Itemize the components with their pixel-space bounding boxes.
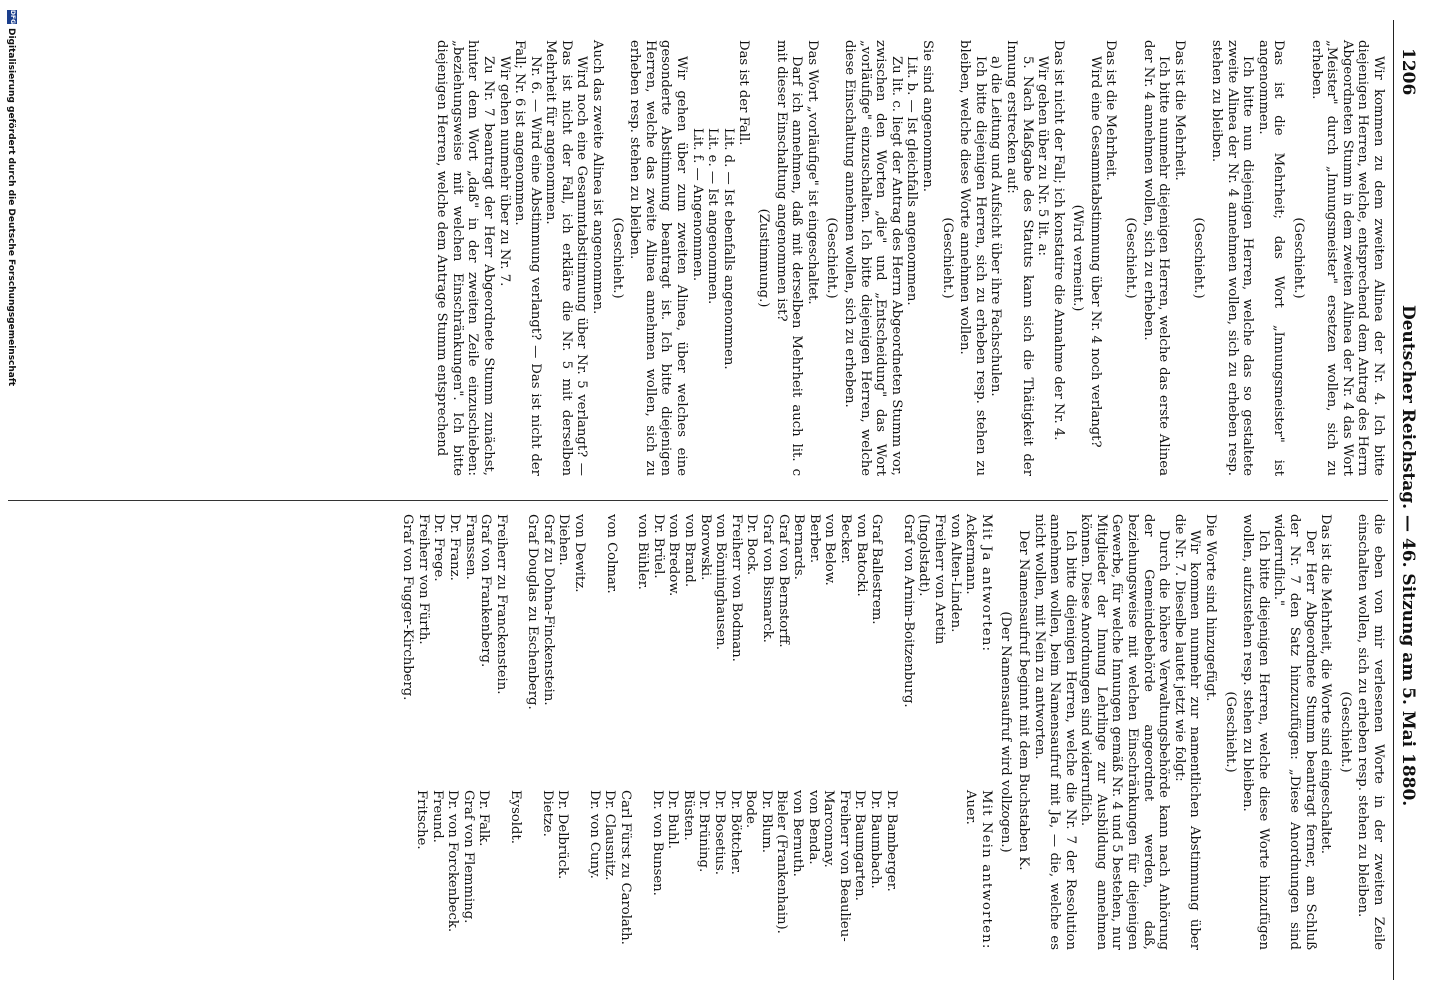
member-name: Dr. Baumbach. bbox=[867, 790, 883, 889]
resolution-text: 5. Nach Maßgabe des Statuts kann sich die Thätigkeit der Innung erstrecken auf: bbox=[1003, 40, 1035, 476]
paragraph: Der Namensaufruf beginnt mit dem Buchstaben K. bbox=[1015, 530, 1031, 871]
member-name: Graf von Frankenberg. bbox=[478, 514, 494, 668]
paragraph: Das ist die Mehrheit, die Worte sind eingeschaltet. bbox=[1318, 514, 1334, 854]
member-name: Graf von Flemming. bbox=[460, 790, 476, 924]
member-name: Freund. bbox=[429, 790, 445, 843]
member-name: Freiherr zu Franckenstein. bbox=[493, 514, 509, 695]
resolution-text: a) die Leitung und Aufsicht über ihre Fachschulen. bbox=[988, 56, 1004, 397]
roll-call-vote bbox=[400, 514, 994, 950]
member-name bbox=[492, 790, 508, 950]
member-name: Carl Fürst zu Carolath. bbox=[618, 790, 634, 945]
dfg-logo-icon: DFG bbox=[9, 10, 16, 25]
member-name: Graf zu Dohna-Finckenstein. bbox=[540, 514, 556, 706]
member-name: Graf von Fugger-Kirchberg. bbox=[400, 514, 416, 701]
paragraph: Das ist die Mehrheit. bbox=[1171, 40, 1187, 181]
member-name: Dr. Bock. bbox=[744, 514, 760, 576]
member-name: Graf von Arnim-Boitzenburg. bbox=[900, 514, 916, 708]
member-name bbox=[884, 514, 900, 722]
lit-item: Lit. f. — Angenommen. bbox=[689, 128, 705, 282]
member-name: von Below. bbox=[822, 514, 838, 586]
paragraph: Ich bitte diejenigen Herren, welche diese Worte hinzufügen wollen, aufzustehen resp. stehen zu bleiben. bbox=[1240, 514, 1271, 950]
paragraph: Das ist der Fall. bbox=[736, 40, 752, 146]
member-name: Graf Douglas zu Eschenberg. bbox=[525, 514, 541, 710]
member-name: Dr. Bamberger. bbox=[883, 790, 899, 892]
member-name: Dr. Delbrück. bbox=[555, 790, 571, 880]
ja-names bbox=[400, 514, 979, 722]
member-name: Dr. Blum. bbox=[758, 790, 774, 853]
stage-direction: (Geschieht.) bbox=[1222, 691, 1238, 773]
paragraph: Das Wort „vorläufige" ist eingeschaltet. bbox=[804, 40, 820, 305]
lit-item: Lit. e. — Ist angenommen. bbox=[705, 128, 721, 305]
nein-list bbox=[400, 742, 994, 950]
member-name bbox=[509, 514, 525, 722]
member-name: Eysoldt. bbox=[508, 790, 524, 844]
member-name: Freiherr von Bodman. bbox=[728, 514, 744, 662]
member-name: Berber. bbox=[806, 514, 822, 564]
paragraph: Das ist nicht der Fall; ich konstatire die Annahme der Nr. 4. bbox=[1050, 40, 1066, 441]
paragraph: Ich bitte nunmehr diejenigen Herren, welche das erste Alinea der Nr. 4 annehmen wollen, sich zu erheben. bbox=[1140, 40, 1172, 476]
member-name: Dr. Böttcher. bbox=[727, 790, 743, 875]
stage-direction: (Geschieht.) bbox=[1291, 217, 1307, 299]
member-name: von Colmar. bbox=[603, 514, 619, 594]
member-name: Dr. Buhl. bbox=[665, 790, 681, 849]
stage-direction: (Geschieht.) bbox=[1191, 217, 1207, 299]
member-name: Franssen. bbox=[462, 514, 478, 580]
nein-names bbox=[414, 790, 979, 950]
member-name: Freiherr von Beaulieu-Marconnay. bbox=[821, 790, 852, 942]
paragraph: Ich bitte diejenigen Herren, sich zu erheben resp. stehen zu bleiben, welche diese Worte annehmen wollen. bbox=[957, 40, 988, 476]
paragraph: Wir kommen zu dem zweiten Alinea der Nr. 4. Ich bitte diejenigen Herren, welche, entsprechend dem Antrag des Herrn Abgeordneten Stumm in dem zweiten Alinea der Nr. 4 das Wort „Meister" durch „Innungsmeister" ersetzen wollen, sich zu erheben. bbox=[1308, 40, 1386, 476]
member-name bbox=[619, 514, 635, 722]
paragraph: Zu lit. c. liegt der Antrag des Herrn Abgeordneten Stumm vor, zwischen den Worten „die" und „Entscheidung" das Wort „vorläufige" einzuschalten. Ich bitte diejenigen Herren, welche diese Einschaltung annehmen wollen, sich zu erheben. bbox=[842, 40, 904, 476]
ja-heading: Mit Ja antworten: bbox=[978, 514, 994, 653]
paragraph: Der Herr Abgeordnete Stumm beantragt ferner, am Schluß der Nr. 7 den Satz hinzuzufügen: „Diese Anordnungen sind widerruflich." bbox=[1271, 514, 1318, 950]
member-name bbox=[570, 790, 586, 950]
digitization-credit: Digitalisierung gefördert durch die Deutsche Forschungsgemeinschaft bbox=[6, 28, 16, 387]
paragraph: die eben von mir verlesenen Worte in der zweiten Zeile einschalten wollen, sich zu erheben resp. stehen zu bleiben. bbox=[1355, 514, 1386, 950]
member-name: Borowski. bbox=[697, 514, 713, 581]
paragraph: Nr. 6. — Wird eine Abstimmung verlangt? — Das ist nicht der Fall; Nr. 6 ist angenommen. bbox=[512, 40, 543, 476]
stage-direction: (Geschieht.) bbox=[609, 217, 625, 299]
member-name: von Batocki. bbox=[853, 514, 869, 597]
column-divider bbox=[8, 500, 1388, 501]
stage-direction: (Geschieht.) bbox=[939, 217, 955, 299]
member-name: Dr. von Bunsen. bbox=[649, 790, 665, 896]
left-column bbox=[434, 40, 1386, 476]
member-name bbox=[587, 514, 603, 722]
paragraph: Zu Nr. 7 beantragt der Herr Abgeordnete Stumm zunächst, hinter dem Wort „daß" in der zweiten Zeile einzuschieben: „beziehungsweise mit welchen Einschränkungen". Ich bitte diejenigen Herren, welche dem Antrage Stumm entsprechend bbox=[434, 40, 496, 476]
member-name: von Bernuth. bbox=[790, 790, 805, 877]
paragraph: Ich bitte diejenigen Herren, welche die Nr. 7 der Resolution annehmen wollen, beim Namensaufruf mit Ja, — die, welche es nicht wollen, mit Nein zu antworten. bbox=[1031, 514, 1078, 950]
member-name: Dr. Clausnitz. bbox=[602, 790, 618, 881]
member-name: Graf von Bismarck. bbox=[760, 514, 776, 643]
member-name bbox=[523, 790, 539, 950]
page-title: Deutscher Reichstag. — 46. Sitzung am 5. Mai 1880. bbox=[1398, 305, 1418, 807]
member-name bbox=[915, 790, 931, 950]
member-name: Dr. Bosetius. bbox=[712, 790, 728, 875]
stage-direction: (Zustimmung.) bbox=[756, 208, 772, 308]
paragraph: Wird eine Gesammtabstimmung über Nr. 4 noch verlangt? bbox=[1087, 56, 1103, 448]
page-number: 1206 bbox=[1398, 48, 1418, 96]
member-name: Graf von Bernstorff. bbox=[775, 514, 791, 648]
stage-direction: (Wird verneint.) bbox=[1070, 204, 1086, 312]
member-name: Dietze. bbox=[539, 790, 555, 837]
member-name: von Bredow. bbox=[666, 514, 682, 597]
member-name: Dr. von Forckenbeck. bbox=[445, 790, 461, 933]
nein-heading: Mit Nein antworten: bbox=[978, 790, 994, 950]
member-name: von Brand. bbox=[682, 514, 698, 588]
stage-direction: (Geschieht.) bbox=[824, 217, 840, 299]
member-name: von Bönninghausen. bbox=[713, 514, 729, 650]
member-name: von Benda. bbox=[805, 790, 821, 865]
paragraph: Auch das zweite Alinea ist angenommen. bbox=[590, 40, 606, 315]
page-header bbox=[1396, 20, 1420, 980]
member-name: Dr. Brüel. bbox=[650, 514, 666, 579]
stage-direction: (Der Namensaufruf wird vollzogen.) bbox=[998, 611, 1014, 853]
stage-direction: (Geschieht.) bbox=[1123, 217, 1139, 299]
paragraph: Das ist die Mehrheit; das Wort „Innungsmeister" ist angenommen. bbox=[1255, 40, 1287, 476]
paragraph: Das ist die Mehrheit. bbox=[1103, 40, 1119, 181]
paragraph: Wir gehen über zum zweiten Alinea, über welches eine gesonderte Abstimmung beantragt ist. Ich bitte diejenigen Herren, welche das zweite Alinea annehmen wollen, sich zu erheben resp. stehen zu bleiben. bbox=[627, 40, 690, 476]
page-footer bbox=[2, 0, 20, 1000]
member-name: Dr. Baumgarten. bbox=[852, 790, 868, 901]
member-name bbox=[931, 790, 947, 950]
member-name: von Alten-Linden. bbox=[947, 514, 963, 633]
member-name: Freiherr von Fürth. bbox=[415, 514, 431, 645]
member-name bbox=[947, 790, 963, 950]
member-name bbox=[899, 790, 915, 950]
member-name: Dr. Frege. bbox=[431, 514, 447, 582]
ja-list bbox=[400, 514, 994, 722]
member-name: Graf Ballestrem. bbox=[869, 514, 885, 625]
resolution-text: Durch die höhere Verwaltungsbehörde kann nach Anhörung der Gemeindebehörde angeordnet werden, daß, beziehungsweise mit welchen Einschränkungen für diejenigen Gewerbe, für welche Innungen gemäß Nr. 4 und 5 bestehen, nur Mitglieder der Innung Lehrlinge zur Ausbildung annehmen können. Diese Anordnungen sind widerruflich. bbox=[1078, 514, 1172, 950]
stage-direction: (Geschieht.) bbox=[1337, 691, 1353, 773]
paragraph: Wir gehen nunmehr über zu Nr. 7. bbox=[496, 56, 512, 287]
member-name: Bernards. bbox=[791, 514, 807, 580]
member-name: Diehen. bbox=[556, 514, 572, 566]
member-name: von Bühler. bbox=[635, 514, 651, 590]
member-name: Bode. bbox=[743, 790, 759, 829]
paragraph: Die Worte sind hinzugefügt. bbox=[1203, 514, 1219, 702]
paragraph: Sie sind angenommen. bbox=[919, 40, 935, 192]
member-name: Ackermann. bbox=[963, 514, 979, 595]
member-name bbox=[633, 790, 649, 950]
member-name: Auer. bbox=[963, 790, 979, 825]
paragraph: Darf ich annehmen, daß mit derselben Mehrheit auch lit. c mit dieser Einschaltung angenommen ist? bbox=[773, 40, 805, 476]
paragraph: Wird noch eine Gesammtabstimmung über Nr. 5 verlangt? — Das ist nicht der Fall, ich erkläre die Nr. 5 mit derselben Mehrheit für angenommen. bbox=[543, 40, 590, 476]
paragraph: Wir kommen nunmehr zur namentlichen Abstimmung über die Nr. 7. Dieselbe lautet jetzt wie folgt: bbox=[1171, 514, 1203, 950]
member-name: Büsten. bbox=[680, 790, 696, 841]
paragraph: Wir gehen über zu Nr. 5 lit. a: bbox=[1035, 56, 1051, 256]
member-name: Fritsche. bbox=[414, 790, 430, 850]
member-name: von Dewitz. bbox=[572, 514, 588, 593]
header-rule bbox=[1393, 20, 1394, 980]
member-name: Dr. Brüning. bbox=[696, 790, 712, 873]
paragraph: Lit. b. — Ist gleichfalls angenommen. bbox=[904, 56, 920, 306]
right-column bbox=[400, 514, 1386, 950]
member-name: Dr. von Cuny. bbox=[586, 790, 602, 879]
member-name: Bieler (Frankenhain). bbox=[774, 790, 790, 934]
member-name: Becker. bbox=[838, 514, 853, 564]
member-name: Dr. Falk. bbox=[476, 790, 492, 847]
lit-item: Lit. d. — Ist ebenfalls angenommen. bbox=[720, 128, 736, 370]
member-name: Freiherr von Aretin (Ingolstadt). bbox=[916, 514, 947, 645]
paragraph: Ich bitte nun diejenigen Herren, welche das so gestaltete zweite Alinea der Nr. 4 annehmen wollen, sich zu erheben resp. stehen zu bleiben. bbox=[1209, 40, 1256, 476]
member-name: Dr. Franz. bbox=[446, 514, 462, 581]
